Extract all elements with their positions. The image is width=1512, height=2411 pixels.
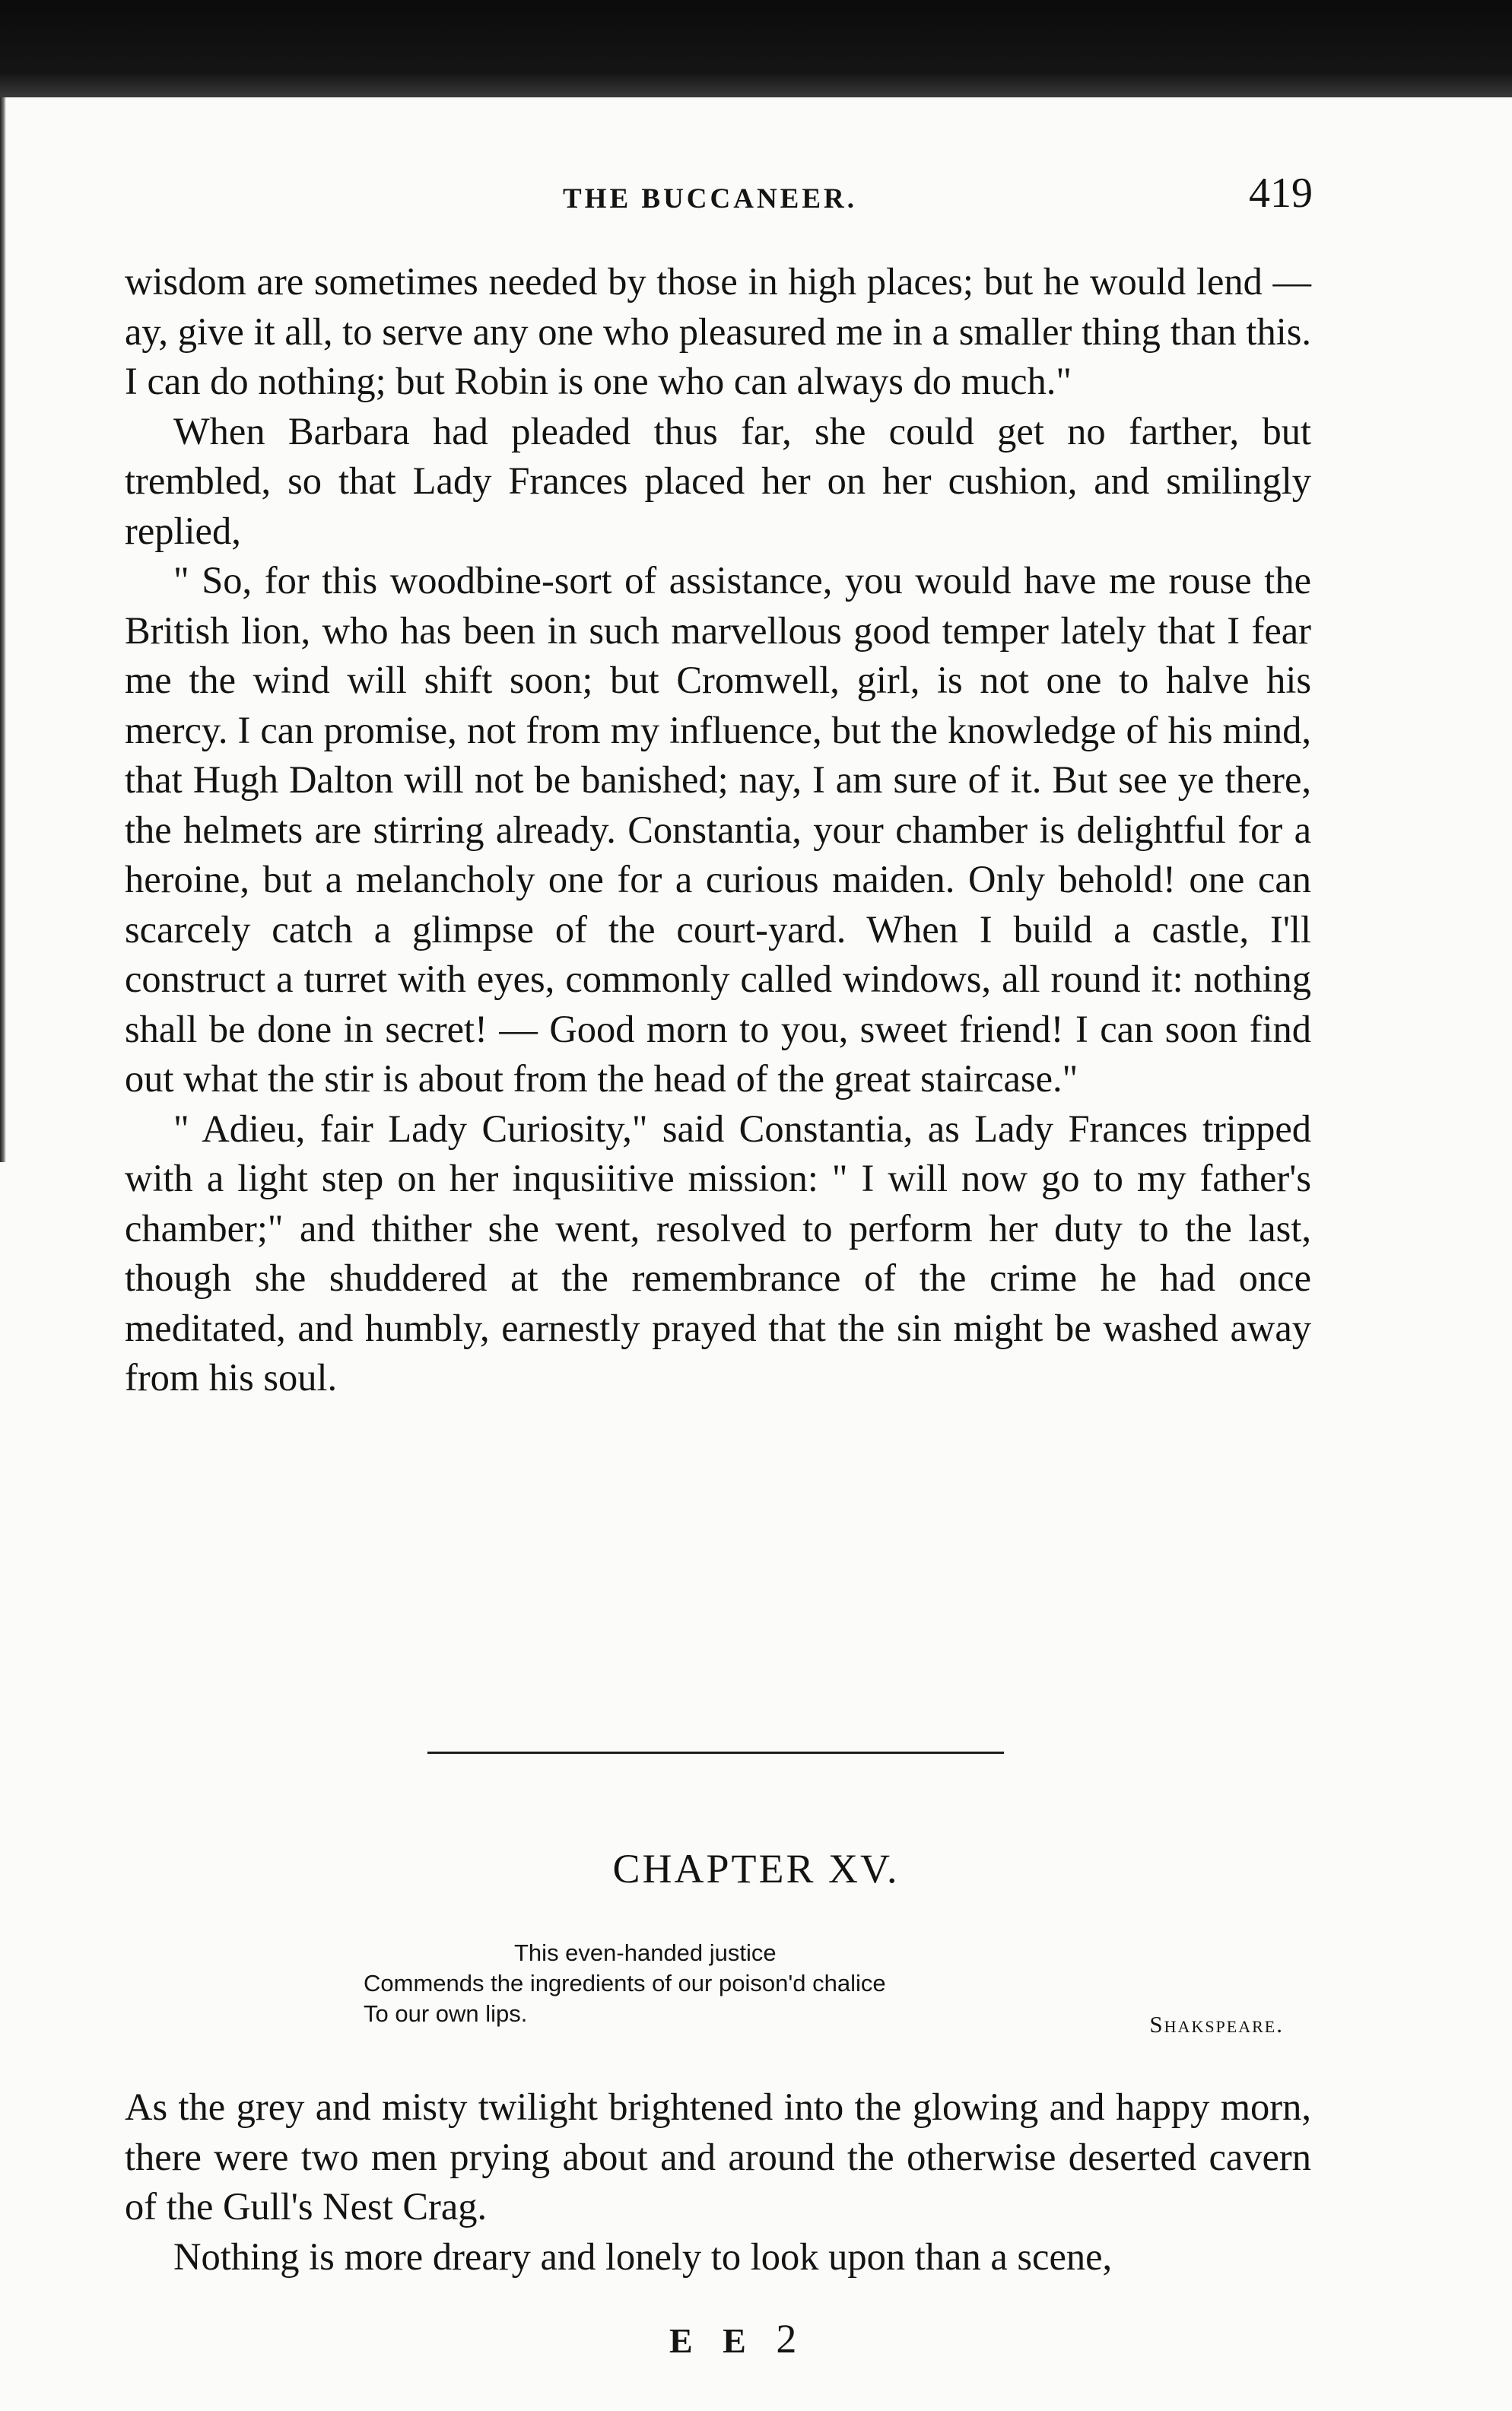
epigraph	[364, 1938, 1284, 2038]
running-head: THE BUCCANEER.	[563, 183, 857, 214]
scan-top-border	[0, 0, 1512, 97]
signature-number: 2	[776, 2316, 797, 2362]
epigraph-line: Commends the ingredients of our poison'd chalice	[364, 1970, 886, 1996]
signature-letters: E E	[669, 2321, 757, 2360]
paragraph: Nothing is more dreary and lonely to look upon than a scene,	[173, 2235, 1113, 2278]
paragraph: When Barbara had pleaded thus far, she could get no farther, but trembled, so that Lady Frances placed her on her cushion, and smilingly replied,	[125, 409, 1311, 552]
epigraph-line: To our own lips.	[364, 2000, 528, 2027]
paragraph: " So, for this woodbine-sort of assistance, you would have me rouse the British lion, who has been in such marvellous good temper lately that I fear me the wind will shift soon; but Cromwell, girl, is not one to halve his mercy. I can promise, not from my influence, but the knowledge of his mind, that Hugh Dalton will not be banished; nay, I am sure of it. But see ye there, the helmets are stirring already. Constantia, your chamber is delightful for a heroine, but a melancholy one for a curious maiden. Only behold! one can scarcely catch a glimpse of the court-yard. When I build a castle, I'll construct a turret with eyes, commonly called windows, all round it: nothing shall be done in secret! — Good morn to you, sweet friend! I can soon find out what the stir is about from the head of the great staircase."	[125, 559, 1311, 1100]
paragraph: As the grey and misty twilight brightened into the glowing and happy morn, there were two men prying about and around the otherwise deserted cavern of the Gull's Nest Crag.	[125, 2085, 1311, 2228]
section-divider	[427, 1752, 1004, 1754]
epigraph-line: This even-handed justice	[514, 1939, 777, 1966]
paragraph: wisdom are sometimes needed by those in high places; but he would lend — ay, give it all, to serve any one who pleasured me in a smaller thing than this. I can do nothing; but Robin is one who can always do much."	[125, 260, 1311, 402]
chapter-heading: CHAPTER XV.	[612, 1846, 900, 1892]
scan-left-edge	[0, 97, 6, 1162]
epigraph-attribution: Shakspeare.	[1149, 2011, 1284, 2038]
page-header	[126, 166, 1313, 227]
page-number: 419	[1249, 170, 1313, 217]
chapter-text	[125, 2082, 1311, 2282]
signature-mark	[669, 2315, 796, 2362]
body-text	[125, 257, 1311, 1403]
paragraph: " Adieu, fair Lady Curiosity," said Constantia, as Lady Frances tripped with a light step on her inqusiitive mission: " I will now go to my father's chamber;" and thither she went, resolved to perform her duty to the last, though she shuddered at the remembrance of the crime he had once meditated, and humbly, earnestly prayed that the sin might be washed away from his soul.	[125, 1107, 1311, 1399]
